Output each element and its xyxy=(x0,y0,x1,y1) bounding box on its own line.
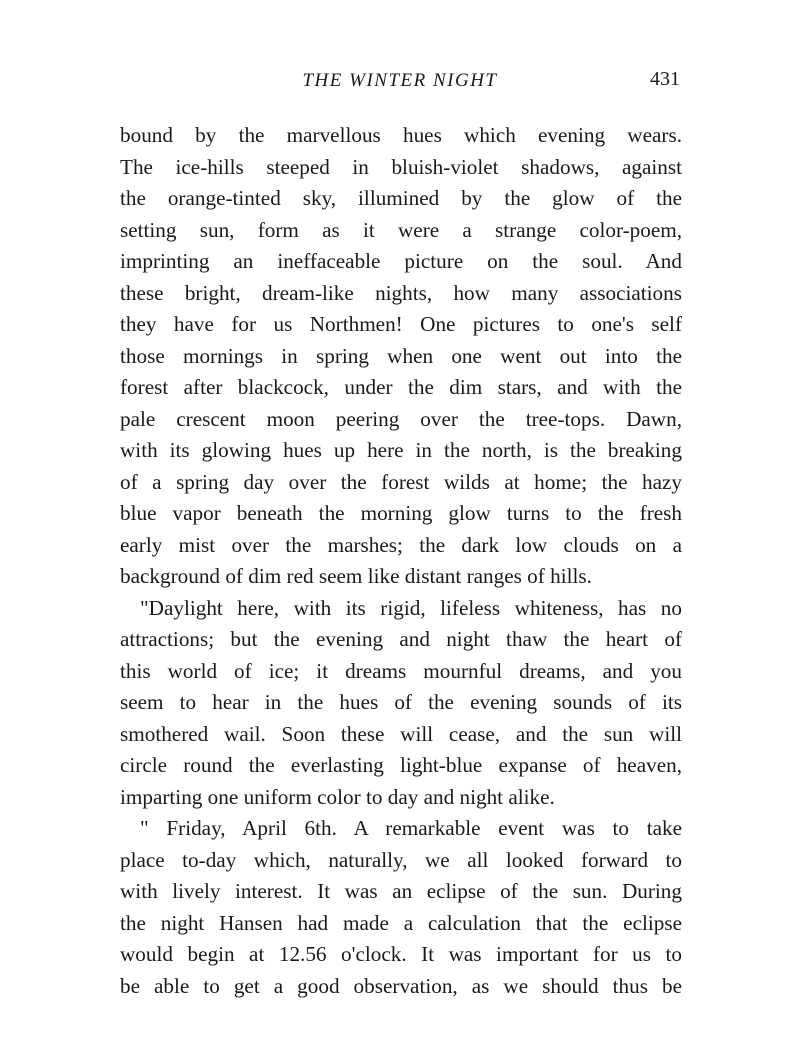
text-line: imprinting an ineffaceable picture on the soul. And xyxy=(120,249,682,273)
body-text xyxy=(120,120,682,1002)
text-line: attractions; but the evening and night thaw the heart of xyxy=(120,627,682,651)
text-line: of a spring day over the forest wilds at home; the hazy xyxy=(120,469,682,494)
text-line: smothered wail. Soon these will cease, and the sun will xyxy=(120,721,682,746)
text-line: "Daylight here, with its rigid, lifeless whiteness, has no xyxy=(140,595,682,620)
text-line: would begin at 12.56 o'clock. It was important for us to xyxy=(120,942,682,966)
text-line: those mornings in spring when one went out into the xyxy=(120,343,682,368)
page-number: 431 xyxy=(650,68,680,90)
text-line: circle round the everlasting light-blue expanse of heaven, xyxy=(120,753,682,777)
text-line: forest after blackcock, under the dim stars, and with the xyxy=(120,375,682,399)
text-line: setting sun, form as it were a strange color-poem, xyxy=(120,217,682,242)
text-line: this world of ice; it dreams mournful dreams, and you xyxy=(120,658,682,683)
running-title: THE WINTER NIGHT xyxy=(302,70,498,91)
text-line: bound by the marvellous hues which evening wears. xyxy=(120,123,682,147)
text-line: be able to get a good observation, as we should thus be xyxy=(120,973,682,998)
text-line: the orange-tinted sky, illumined by the glow of the xyxy=(120,186,682,210)
text-line: with its glowing hues up here in the north, is the breaking xyxy=(120,438,682,462)
text-line: with lively interest. It was an eclipse of the sun. During xyxy=(120,879,682,903)
text-line: place to-day which, naturally, we all looked forward to xyxy=(120,847,682,872)
text-line: " Friday, April 6th. A remarkable event was to take xyxy=(140,816,682,840)
text-line: blue vapor beneath the morning glow turns to the fresh xyxy=(120,501,682,525)
text-line: these bright, dream-like nights, how many associations xyxy=(120,280,682,305)
text-line: background of dim red seem like distant ranges of hills. xyxy=(120,564,592,588)
running-head xyxy=(120,66,680,96)
text-line: the night Hansen had made a calculation that the eclipse xyxy=(120,910,682,935)
text-line: seem to hear in the hues of the evening sounds of its xyxy=(120,690,682,714)
text-line: pale crescent moon peering over the tree-tops. Dawn, xyxy=(120,406,682,431)
text-line: imparting one uniform color to day and night alike. xyxy=(120,784,555,809)
text-line: early mist over the marshes; the dark low clouds on a xyxy=(120,532,682,557)
text-line: they have for us Northmen! One pictures to one's self xyxy=(120,312,682,336)
text-line: The ice-hills steeped in bluish-violet shadows, against xyxy=(120,154,682,179)
